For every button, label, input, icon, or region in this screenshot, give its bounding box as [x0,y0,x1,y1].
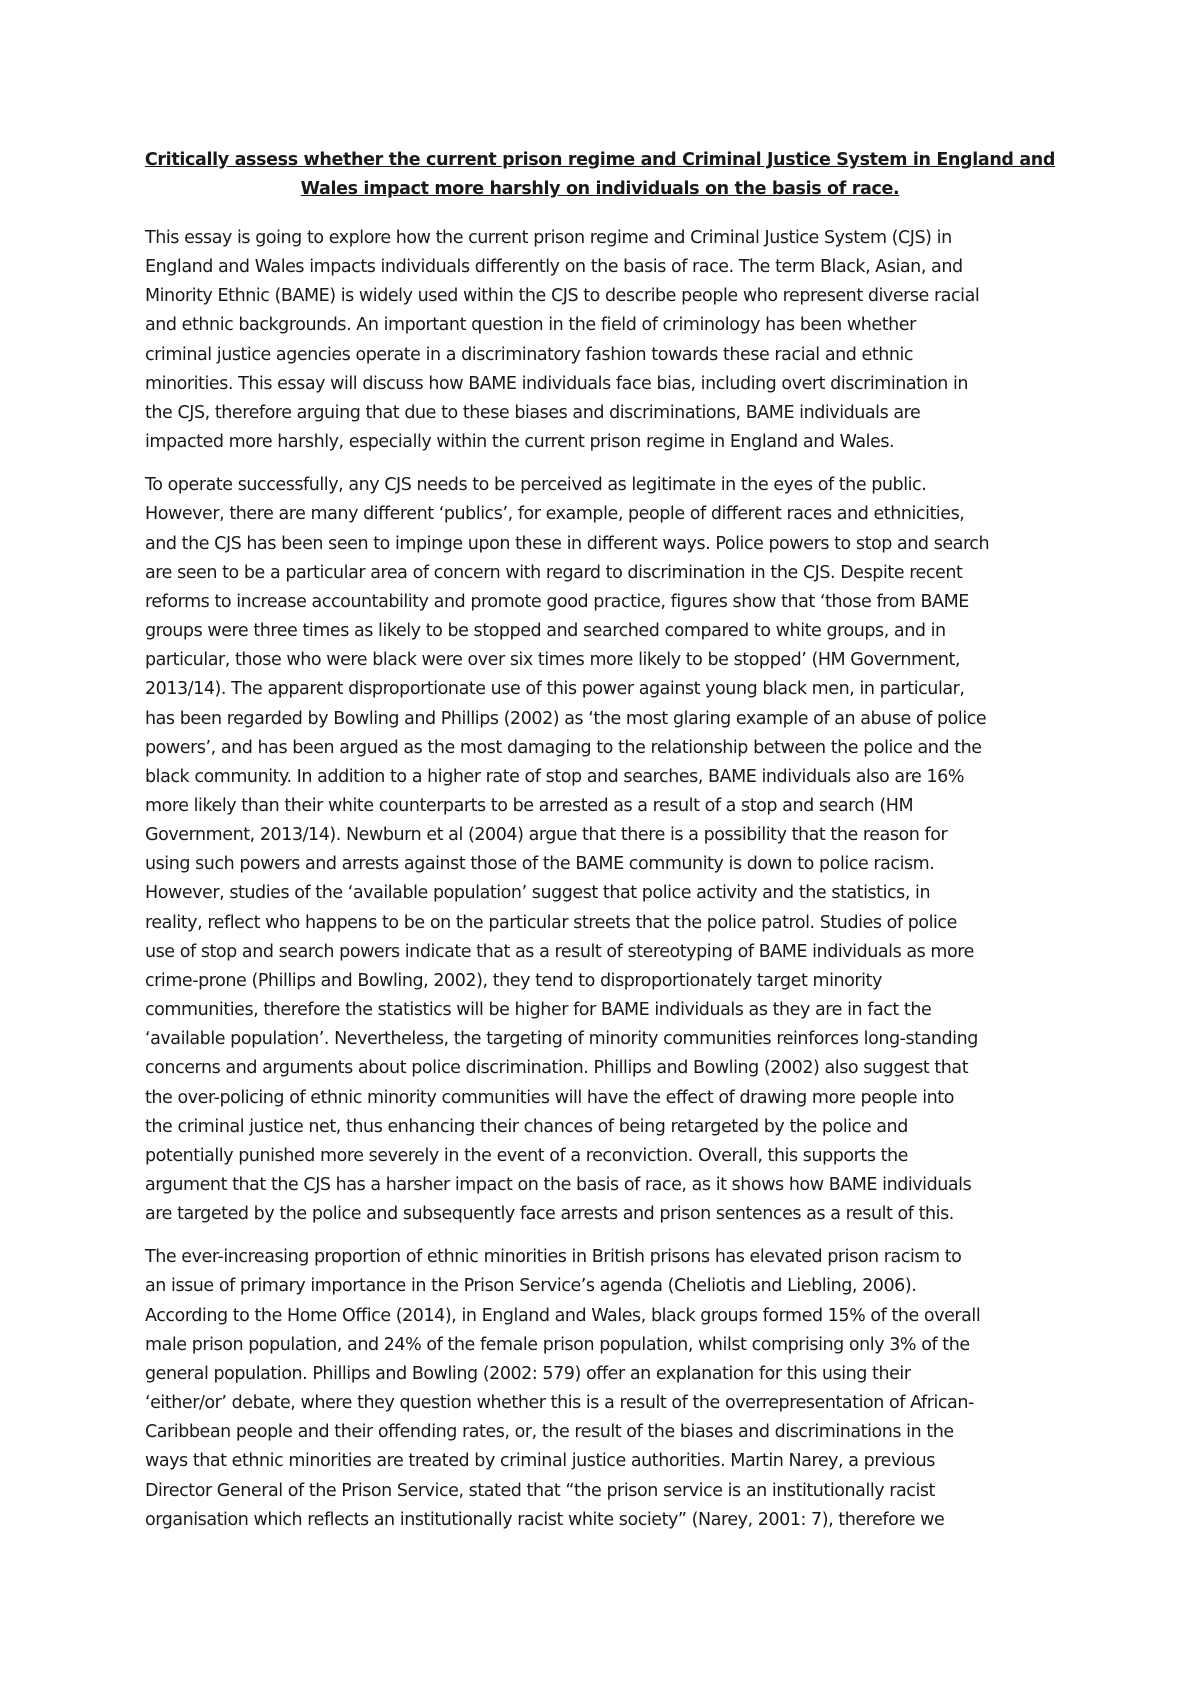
text-line: criminal justice agencies operate in a discriminatory fashion towards these racial and ethnic [145,344,914,365]
text-line: To operate successfully, any CJS needs to be perceived as legitimate in the eyes of the public. [145,475,927,496]
text-line: and the CJS has been seen to impinge upon these in different ways. Police powers to stop and search [145,533,990,554]
text-line: This essay is going to explore how the current prison regime and Criminal Justice System (CJS) in [145,228,952,248]
text-line: Director General of the Prison Service, stated that “the prison service is an institutionally racist [145,1480,935,1501]
paragraph-introduction [145,224,1085,457]
text-line: impacted more harshly, especially within the current prison regime in England and Wales. [145,432,895,453]
text-line: the criminal justice net, thus enhancing their chances of being retargeted by the police and [145,1116,908,1137]
text-line: the CJS, therefore arguing that due to these biases and discriminations, BAME individuals are [145,402,921,423]
text-line: has been regarded by Bowling and Phillips (2002) as ‘the most glaring example of an abuse of police [145,708,987,729]
paragraph-prison-population [145,1243,1085,1535]
text-line: crime-prone (Phillips and Bowling, 2002), they tend to disproportionately target minority [145,970,882,991]
text-line: and ethnic backgrounds. An important question in the field of criminology has been whether [145,315,916,336]
text-line: general population. Phillips and Bowling (2002: 579) offer an explanation for this using their [145,1363,911,1384]
text-line: Government, 2013/14). Newburn et al (2004) argue that there is a possibility that the reason for [145,825,948,846]
text-line: reforms to increase accountability and promote good practice, figures show that ‘those from BAME [145,591,969,612]
text-line: the over-policing of ethnic minority communities will have the effect of drawing more people into [145,1087,954,1108]
text-line: Minority Ethnic (BAME) is widely used within the CJS to describe people who represent diverse racial [145,286,980,307]
text-line: argument that the CJS has a harsher impact on the basis of race, as it shows how BAME individuals [145,1175,972,1195]
text-line: groups were three times as likely to be stopped and searched compared to white groups, and in [145,621,946,642]
text-line: 2013/14). The apparent disproportionate use of this power against young black men, in particular, [145,679,965,700]
text-line: black community. In addition to a higher rate of stop and searches, BAME individuals also are 16% [145,766,965,787]
text-line: ‘either/or’ debate, where they question whether this is a result of the overrepresentation of African- [145,1393,974,1414]
text-line: using such powers and arrests against those of the BAME community is down to police racism. [145,854,935,875]
text-line: are seen to be a particular area of concern with regard to discrimination in the CJS. Despite recent [145,562,963,583]
text-line: However, there are many different ‘publics’, for example, people of different races and ethnicities, [145,504,965,525]
text-line: particular, those who were black were over six times more likely to be stopped’ (HM Government, [145,650,961,671]
text-line: an issue of primary importance in the Prison Service’s agenda (Cheliotis and Liebling, 2006). [145,1276,917,1297]
title-line: Wales impact more harshly on individuals on the basis of race. [300,179,900,199]
text-line: communities, therefore the statistics will be higher for BAME individuals as they are in fact the [145,1000,932,1021]
text-line: are targeted by the police and subsequently face arrests and prison sentences as a result of this. [145,1204,954,1225]
text-line: ways that ethnic minorities are treated by criminal justice authorities. Martin Narey, a previous [145,1451,935,1472]
text-line: However, studies of the ‘available population’ suggest that police activity and the statistics, in [145,883,931,904]
text-line: concerns and arguments about police discrimination. Phillips and Bowling (2002) also suggest that [145,1058,969,1079]
text-line: male prison population, and 24% of the female prison population, whilst comprising only 3% of the [145,1334,970,1355]
text-line: England and Wales impacts individuals differently on the basis of race. The term Black, Asian, and [145,257,963,278]
text-line: reality, reflect who happens to be on the particular streets that the police patrol. Studies of police [145,912,957,933]
text-line: organisation which reflects an institutionally racist white society” (Narey, 2001: 7), therefore we [145,1509,945,1530]
essay-title [140,146,1060,204]
essay-body [145,224,1085,1549]
text-line: The ever-increasing proportion of ethnic minorities in British prisons has elevated prison racism to [145,1247,962,1268]
text-line: use of stop and search powers indicate that as a result of stereotyping of BAME individuals as more [145,941,974,962]
title-line: Critically assess whether the current prison regime and Criminal Justice System in England and [144,150,1056,170]
paragraph-stop-and-search [145,471,1085,1229]
text-line: ‘available population’. Nevertheless, the targeting of minority communities reinforces long-standing [145,1029,978,1050]
text-line: potentially punished more severely in the event of a reconviction. Overall, this supports the [145,1145,908,1166]
text-line: powers’, and has been argued as the most damaging to the relationship between the police and the [145,737,982,758]
text-line: According to the Home Office (2014), in England and Wales, black groups formed 15% of the overall [145,1305,981,1326]
text-line: more likely than their white counterparts to be arrested as a result of a stop and search (HM [145,795,914,816]
text-line: Caribbean people and their offending rates, or, the result of the biases and discriminations in the [145,1422,954,1443]
text-line: minorities. This essay will discuss how BAME individuals face bias, including overt discrimination in [145,373,969,394]
